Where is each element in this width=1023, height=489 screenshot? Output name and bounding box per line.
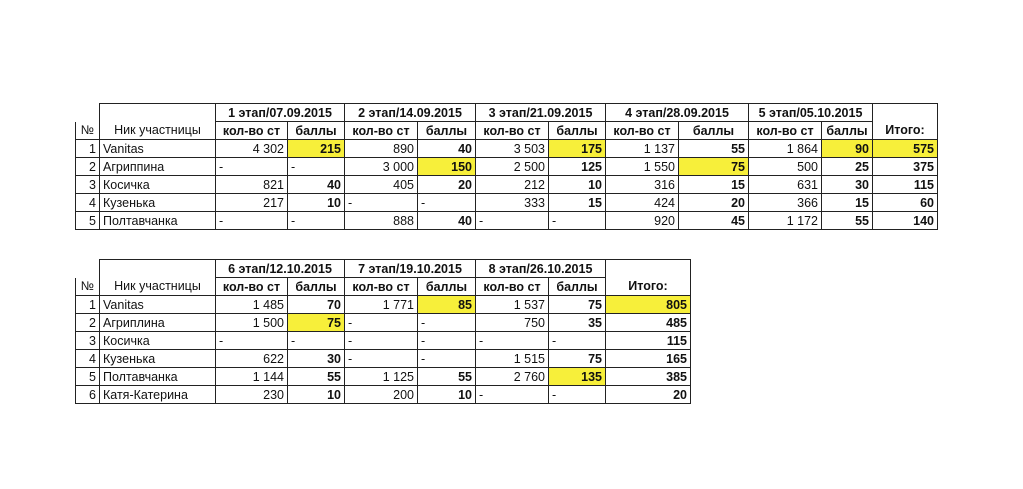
- points-cell: 10: [549, 176, 606, 194]
- count-cell: 1 515: [476, 350, 549, 368]
- points-cell: 10: [288, 194, 345, 212]
- count-cell: 366: [749, 194, 822, 212]
- header-number: №: [76, 278, 100, 296]
- count-cell: 890: [345, 140, 418, 158]
- blank-cell: [76, 260, 100, 278]
- count-cell: 217: [216, 194, 288, 212]
- table-row: [76, 368, 691, 386]
- blank-cell: [873, 104, 938, 122]
- count-cell: -: [345, 314, 418, 332]
- table-row: [76, 350, 691, 368]
- count-cell: 1 144: [216, 368, 288, 386]
- points-cell: 70: [288, 296, 345, 314]
- points-cell: 30: [288, 350, 345, 368]
- row-number: 3: [76, 332, 100, 350]
- count-cell: 920: [606, 212, 679, 230]
- points-cell: -: [549, 332, 606, 350]
- points-cell: 20: [679, 194, 749, 212]
- count-cell: -: [216, 332, 288, 350]
- row-number: 2: [76, 158, 100, 176]
- participant-name: Косичка: [100, 332, 216, 350]
- count-cell: 200: [345, 386, 418, 404]
- table-row: [76, 314, 691, 332]
- count-cell: 230: [216, 386, 288, 404]
- header-count: кол-во ст: [216, 122, 288, 140]
- points-cell: -: [418, 350, 476, 368]
- stage-title: 4 этап/28.09.2015: [606, 104, 749, 122]
- count-cell: 333: [476, 194, 549, 212]
- header-points: баллы: [418, 278, 476, 296]
- count-cell: -: [345, 350, 418, 368]
- points-cell: 55: [679, 140, 749, 158]
- count-cell: 888: [345, 212, 418, 230]
- column-header-row: [76, 122, 938, 140]
- points-cell: 25: [822, 158, 873, 176]
- header-points: баллы: [288, 278, 345, 296]
- header-count: кол-во ст: [345, 278, 418, 296]
- stage-header-row: [76, 260, 691, 278]
- points-cell: 55: [418, 368, 476, 386]
- stage-title: 5 этап/05.10.2015: [749, 104, 873, 122]
- participant-name: Агриппина: [100, 158, 216, 176]
- count-cell: 1 864: [749, 140, 822, 158]
- total-cell: 485: [606, 314, 691, 332]
- count-cell: 4 302: [216, 140, 288, 158]
- count-cell: 821: [216, 176, 288, 194]
- points-cell: -: [418, 194, 476, 212]
- points-cell: 55: [288, 368, 345, 386]
- stage-header-row: [76, 104, 938, 122]
- participant-name: Кузенька: [100, 350, 216, 368]
- participant-name: Vanitas: [100, 296, 216, 314]
- header-nickname: Ник участницы: [100, 278, 216, 296]
- participant-name: Vanitas: [100, 140, 216, 158]
- table-row: [76, 158, 938, 176]
- count-cell: 750: [476, 314, 549, 332]
- points-cell: 135: [549, 368, 606, 386]
- points-cell: 10: [288, 386, 345, 404]
- results-table-stages-1-5: [75, 103, 938, 230]
- count-cell: 1 771: [345, 296, 418, 314]
- table-row: [76, 140, 938, 158]
- table-row: [76, 296, 691, 314]
- total-cell: 165: [606, 350, 691, 368]
- header-points: баллы: [679, 122, 749, 140]
- points-cell: 20: [418, 176, 476, 194]
- points-cell: 40: [418, 140, 476, 158]
- header-count: кол-во ст: [476, 278, 549, 296]
- blank-cell: [606, 260, 691, 278]
- participant-name: Косичка: [100, 176, 216, 194]
- points-cell: 75: [679, 158, 749, 176]
- row-number: 3: [76, 176, 100, 194]
- row-number: 6: [76, 386, 100, 404]
- count-cell: 1 125: [345, 368, 418, 386]
- row-number: 5: [76, 368, 100, 386]
- points-cell: 150: [418, 158, 476, 176]
- participant-name: Полтавчанка: [100, 212, 216, 230]
- count-cell: 2 500: [476, 158, 549, 176]
- count-cell: 1 172: [749, 212, 822, 230]
- count-cell: -: [476, 212, 549, 230]
- count-cell: 2 760: [476, 368, 549, 386]
- points-cell: 75: [549, 350, 606, 368]
- count-cell: 405: [345, 176, 418, 194]
- points-cell: 125: [549, 158, 606, 176]
- blank-cell: [100, 260, 216, 278]
- participant-name: Полтавчанка: [100, 368, 216, 386]
- blank-cell: [76, 104, 100, 122]
- points-cell: -: [418, 314, 476, 332]
- row-number: 4: [76, 194, 100, 212]
- total-cell: 375: [873, 158, 938, 176]
- table-row: [76, 386, 691, 404]
- points-cell: 75: [549, 296, 606, 314]
- points-cell: -: [288, 332, 345, 350]
- count-cell: -: [216, 158, 288, 176]
- header-points: баллы: [288, 122, 345, 140]
- points-cell: 30: [822, 176, 873, 194]
- count-cell: 212: [476, 176, 549, 194]
- stage-title: 3 этап/21.09.2015: [476, 104, 606, 122]
- header-points: баллы: [418, 122, 476, 140]
- points-cell: 15: [549, 194, 606, 212]
- points-cell: 45: [679, 212, 749, 230]
- points-cell: -: [288, 212, 345, 230]
- total-cell: 60: [873, 194, 938, 212]
- stage-title: 6 этап/12.10.2015: [216, 260, 345, 278]
- points-cell: 55: [822, 212, 873, 230]
- count-cell: 424: [606, 194, 679, 212]
- row-number: 4: [76, 350, 100, 368]
- header-nickname: Ник участницы: [100, 122, 216, 140]
- points-cell: 40: [418, 212, 476, 230]
- count-cell: 3 000: [345, 158, 418, 176]
- table-row: [76, 332, 691, 350]
- count-cell: 500: [749, 158, 822, 176]
- header-total: Итого:: [873, 122, 938, 140]
- total-cell: 20: [606, 386, 691, 404]
- header-points: баллы: [549, 122, 606, 140]
- row-number: 5: [76, 212, 100, 230]
- header-points: баллы: [822, 122, 873, 140]
- header-points: баллы: [549, 278, 606, 296]
- stage-title: 7 этап/19.10.2015: [345, 260, 476, 278]
- header-count: кол-во ст: [749, 122, 822, 140]
- count-cell: 1 550: [606, 158, 679, 176]
- column-header-row: [76, 278, 691, 296]
- points-cell: 75: [288, 314, 345, 332]
- count-cell: -: [345, 194, 418, 212]
- points-cell: 175: [549, 140, 606, 158]
- participant-name: Катя-Катерина: [100, 386, 216, 404]
- count-cell: 622: [216, 350, 288, 368]
- count-cell: -: [216, 212, 288, 230]
- stage-title: 2 этап/14.09.2015: [345, 104, 476, 122]
- points-cell: 40: [288, 176, 345, 194]
- row-number: 1: [76, 140, 100, 158]
- header-number: №: [76, 122, 100, 140]
- points-cell: -: [288, 158, 345, 176]
- count-cell: 316: [606, 176, 679, 194]
- header-count: кол-во ст: [345, 122, 418, 140]
- total-cell: 805: [606, 296, 691, 314]
- points-cell: 215: [288, 140, 345, 158]
- stage-title: 8 этап/26.10.2015: [476, 260, 606, 278]
- header-count: кол-во ст: [476, 122, 549, 140]
- points-cell: 35: [549, 314, 606, 332]
- count-cell: -: [476, 386, 549, 404]
- count-cell: 1 137: [606, 140, 679, 158]
- table-row: [76, 176, 938, 194]
- points-cell: -: [418, 332, 476, 350]
- count-cell: 1 537: [476, 296, 549, 314]
- count-cell: 631: [749, 176, 822, 194]
- participant-name: Агриплина: [100, 314, 216, 332]
- table-row: [76, 212, 938, 230]
- total-cell: 115: [873, 176, 938, 194]
- total-cell: 575: [873, 140, 938, 158]
- total-cell: 140: [873, 212, 938, 230]
- points-cell: 90: [822, 140, 873, 158]
- points-cell: -: [549, 386, 606, 404]
- participant-name: Кузенька: [100, 194, 216, 212]
- stage-title: 1 этап/07.09.2015: [216, 104, 345, 122]
- header-total: Итого:: [606, 278, 691, 296]
- row-number: 1: [76, 296, 100, 314]
- points-cell: -: [549, 212, 606, 230]
- points-cell: 15: [822, 194, 873, 212]
- total-cell: 115: [606, 332, 691, 350]
- points-cell: 85: [418, 296, 476, 314]
- count-cell: 1 500: [216, 314, 288, 332]
- count-cell: 1 485: [216, 296, 288, 314]
- row-number: 2: [76, 314, 100, 332]
- table-row: [76, 194, 938, 212]
- points-cell: 10: [418, 386, 476, 404]
- blank-cell: [100, 104, 216, 122]
- total-cell: 385: [606, 368, 691, 386]
- points-cell: 15: [679, 176, 749, 194]
- header-count: кол-во ст: [216, 278, 288, 296]
- count-cell: -: [476, 332, 549, 350]
- header-count: кол-во ст: [606, 122, 679, 140]
- count-cell: 3 503: [476, 140, 549, 158]
- results-table-stages-6-8: [75, 259, 691, 404]
- count-cell: -: [345, 332, 418, 350]
